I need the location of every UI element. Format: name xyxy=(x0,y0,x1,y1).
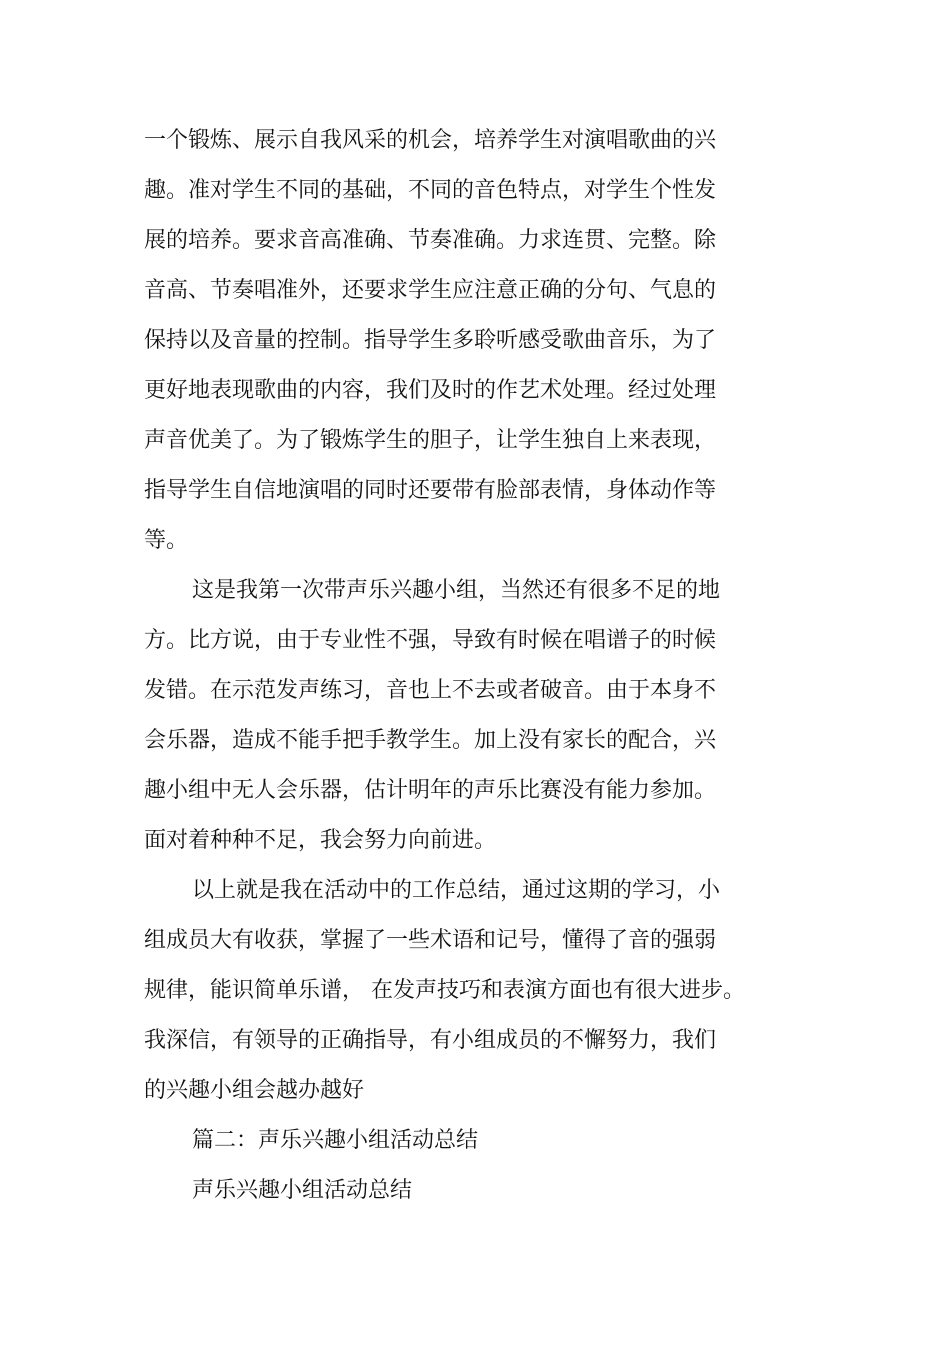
text-line: 趣小组中无人会乐器，估计明年的声乐比赛没有能力参加。 xyxy=(144,778,717,803)
section-heading: 篇二：声乐兴趣小组活动总结 xyxy=(192,1128,479,1153)
document-title: 声乐兴趣小组活动总结 xyxy=(192,1178,413,1203)
text-line: 的兴趣小组会越办越好 xyxy=(144,1078,365,1103)
text-line: 声音优美了。为了锻炼学生的胆子，让学生独自上来表现， xyxy=(144,428,717,453)
text-line: 面对着种种不足，我会努力向前进。 xyxy=(144,828,497,853)
paragraph-start-line: 以上就是我在活动中的工作总结，通过这期的学习，小 xyxy=(192,878,721,903)
text-line: 趣。准对学生不同的基础，不同的音色特点，对学生个性发 xyxy=(144,178,717,203)
text-line: 一个锻炼、展示自我风采的机会，培养学生对演唱歌曲的兴 xyxy=(144,128,717,153)
text-line: 等。 xyxy=(144,528,189,553)
text-line: 方。比方说，由于专业性不强，导致有时候在唱谱子的时候 xyxy=(144,628,717,653)
text-line: 我深信，有领导的正确指导，有小组成员的不懈努力，我们 xyxy=(144,1028,717,1053)
text-line: 会乐器，造成不能手把手教学生。加上没有家长的配合，兴 xyxy=(144,728,717,753)
text-line: 组成员大有收获，掌握了一些术语和记号，懂得了音的强弱 xyxy=(144,928,717,953)
paragraph-start-line: 这是我第一次带声乐兴趣小组，当然还有很多不足的地 xyxy=(192,578,721,603)
text-line: 保持以及音量的控制。指导学生多聆听感受歌曲音乐，为了 xyxy=(144,328,717,353)
text-line: 规律，能识简单乐谱， 在发声技巧和表演方面也有很大进步。 xyxy=(144,978,745,1003)
text-line: 更好地表现歌曲的内容，我们及时的作艺术处理。经过处理 xyxy=(144,378,717,403)
text-line: 发错。在示范发声练习，音也上不去或者破音。由于本身不 xyxy=(144,678,717,703)
text-line: 音高、节奏唱准外，还要求学生应注意正确的分句、气息的 xyxy=(144,278,717,303)
text-line: 指导学生自信地演唱的同时还要带有脸部表情，身体动作等 xyxy=(144,478,717,503)
text-line: 展的培养。要求音高准确、节奏准确。力求连贯、完整。除 xyxy=(144,228,717,253)
